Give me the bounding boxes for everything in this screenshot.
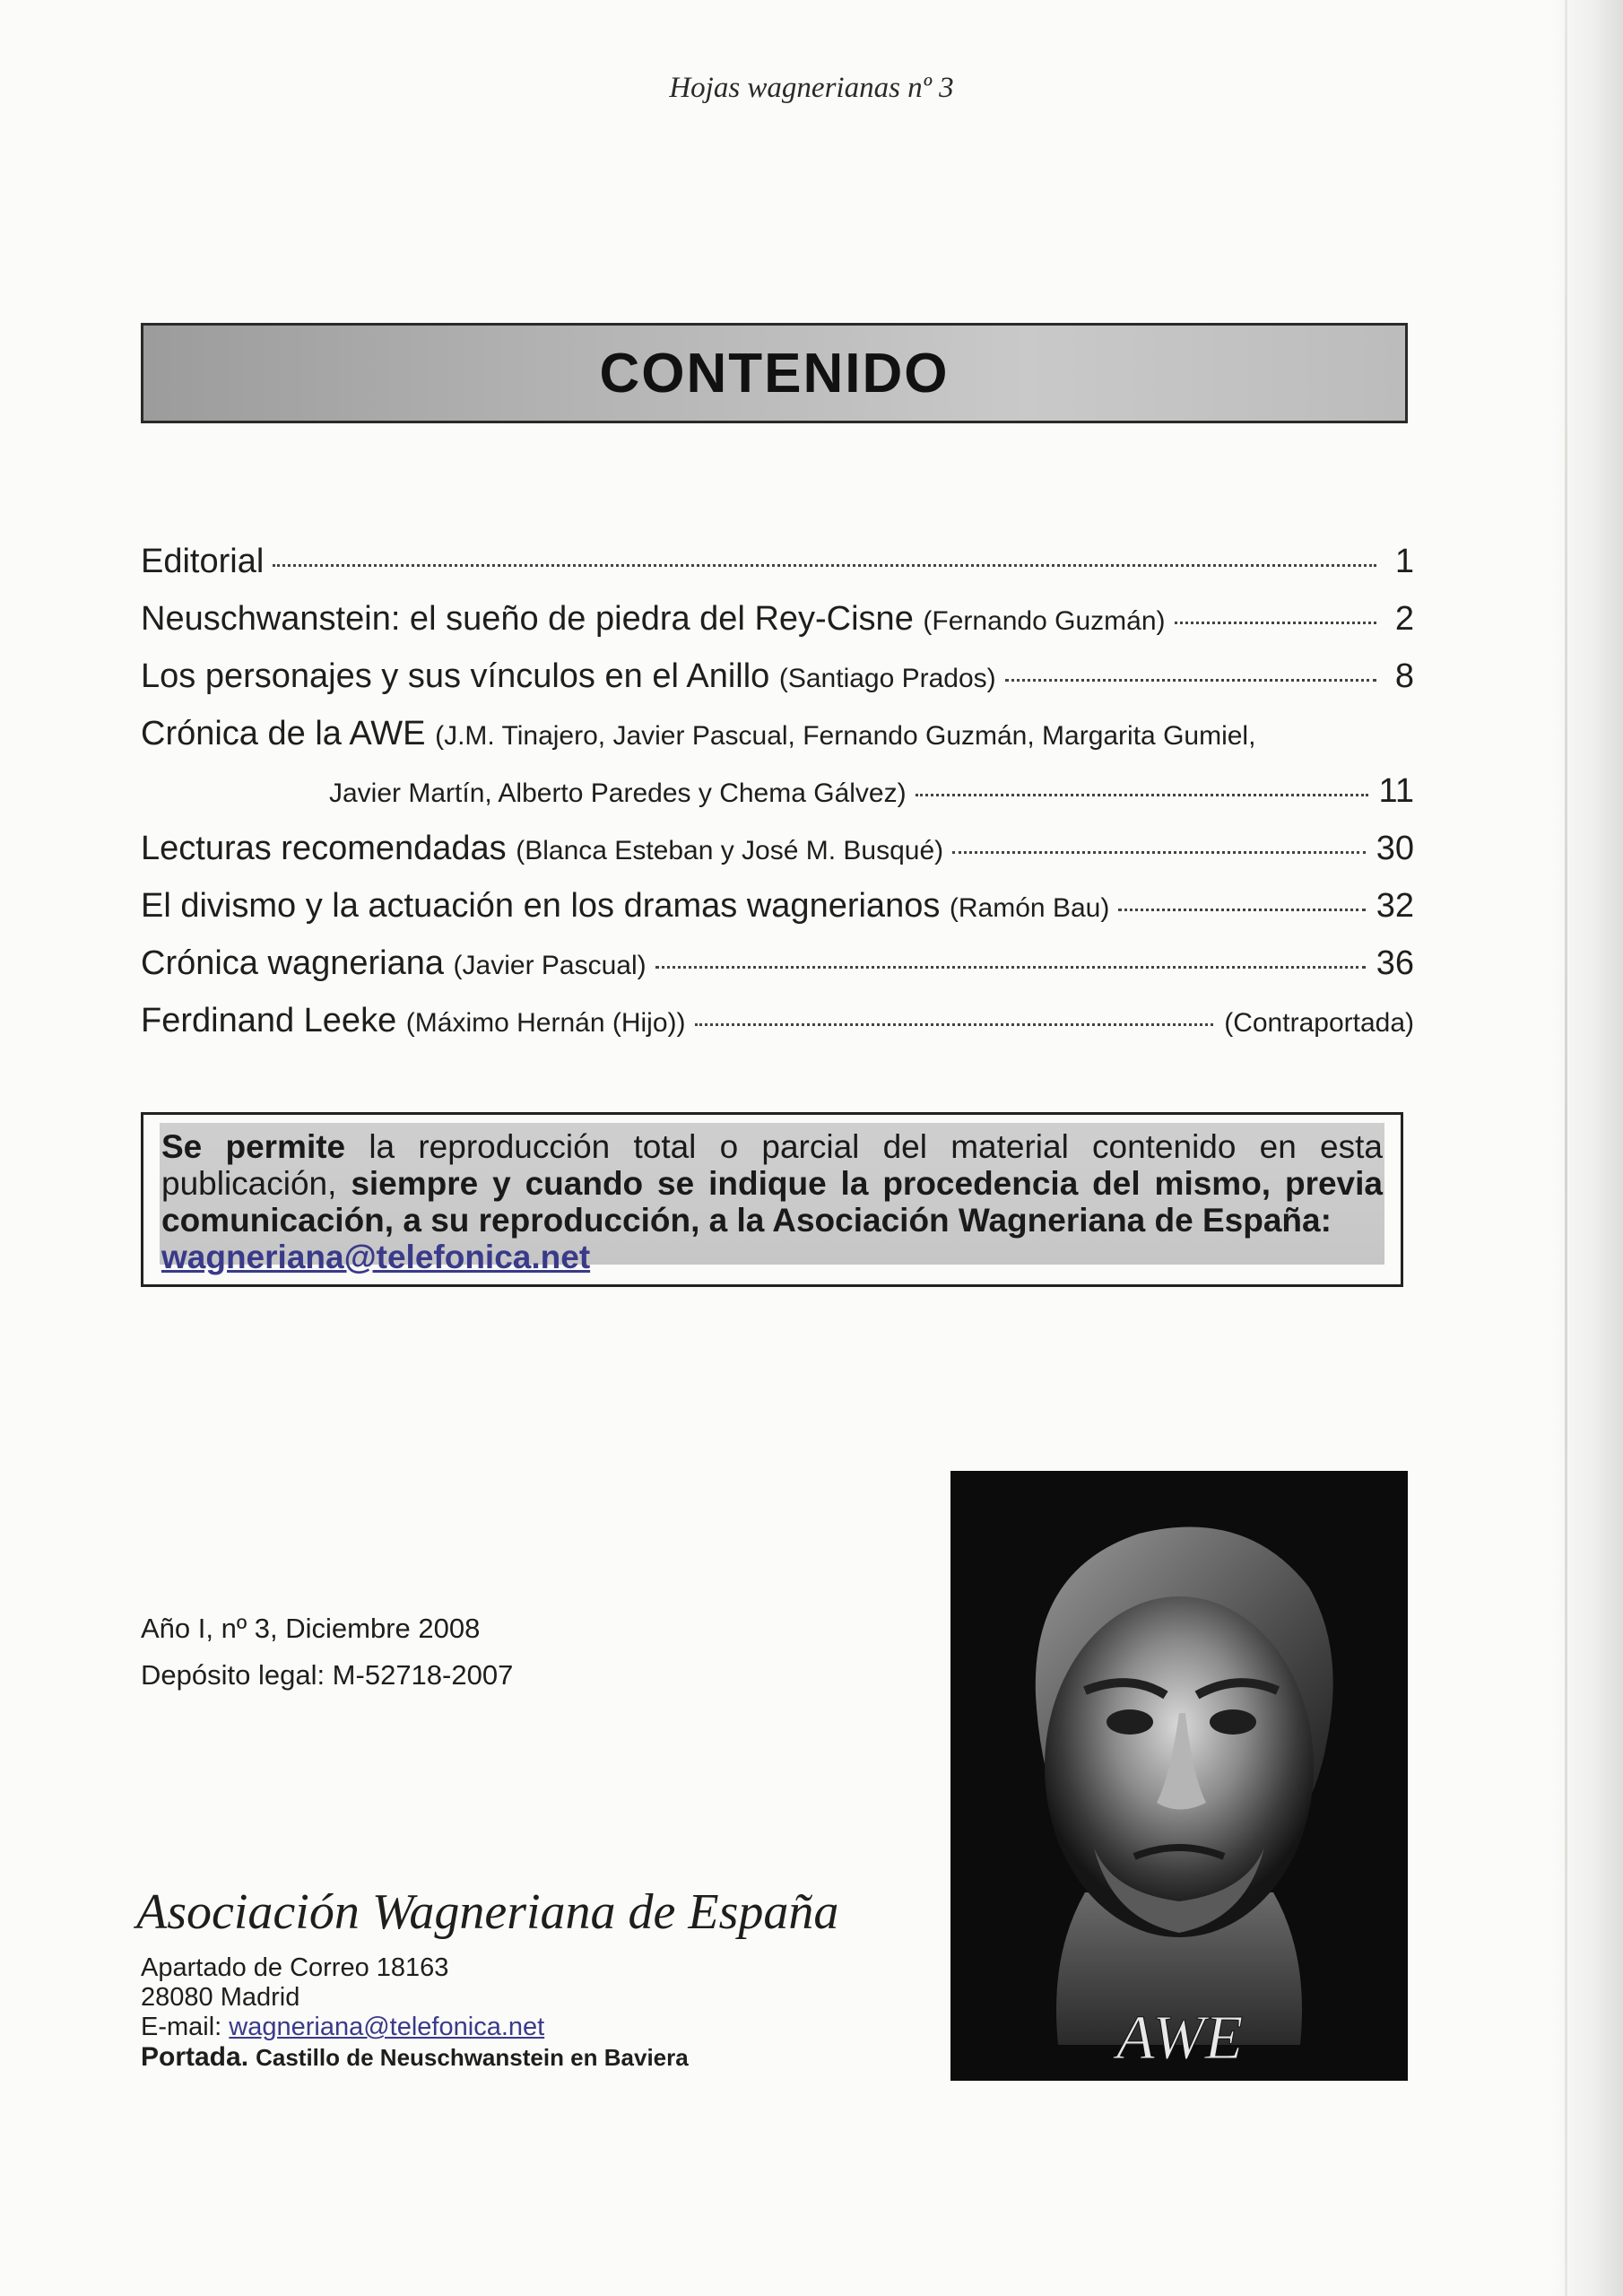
reproduction-notice-text (160, 1128, 1384, 1275)
toc-entry-page: 32 (1376, 887, 1414, 925)
table-of-contents (141, 543, 1414, 1059)
association-name: Asociación Wagneriana de España (136, 1884, 839, 1940)
dot-leader (952, 851, 1366, 854)
toc-entry[interactable] (141, 830, 1414, 887)
toc-entry[interactable] (141, 600, 1414, 657)
dot-leader (1175, 622, 1376, 624)
toc-entry-title: Lecturas recomendadas (141, 830, 507, 867)
dot-leader (655, 966, 1366, 969)
email-line (141, 2013, 689, 2042)
toc-entry[interactable] (141, 944, 1414, 1002)
toc-entry-page: (Contraportada) (1224, 1008, 1414, 1038)
notice-regular: la reproducción total o parcial del material contenido en esta publicación, (161, 1128, 1383, 1202)
contents-heading-box (141, 323, 1408, 423)
toc-entry-author: (Javier Pascual) (453, 951, 647, 980)
toc-entry-author: (Fernando Guzmán) (923, 606, 1166, 636)
legal-deposit: Depósito legal: M-52718-2007 (141, 1659, 514, 1691)
dot-leader (1118, 909, 1365, 911)
toc-entry-page: 11 (1378, 772, 1414, 810)
cover-label: Portada. (141, 2042, 249, 2072)
page-edge-shadow (1551, 0, 1623, 2296)
issue-info (141, 1605, 513, 1699)
postal-city: 28080 Madrid (141, 1983, 300, 2012)
page-edge-line (1565, 0, 1567, 2296)
toc-entry-title: Ferdinand Leeke (141, 1002, 397, 1039)
cover-text: Castillo de Neuschwanstein en Baviera (256, 2044, 689, 2071)
toc-entry-author: (Santiago Prados) (778, 664, 996, 693)
toc-entry[interactable] (141, 1002, 1414, 1059)
toc-entry-page: 30 (1376, 830, 1414, 867)
reproduction-notice-panel (160, 1123, 1384, 1275)
email-label: E-mail: (141, 2013, 230, 2041)
toc-entry[interactable] (141, 543, 1414, 600)
association-address (141, 1953, 689, 2073)
wagner-bust-photo (950, 1471, 1408, 2081)
toc-entry[interactable] (141, 715, 1414, 772)
dot-leader (1005, 679, 1376, 682)
contents-heading: CONTENIDO (599, 342, 950, 404)
toc-entry-title: Crónica wagneriana (141, 944, 444, 982)
email-link[interactable]: wagneriana@telefonica.net (229, 2013, 545, 2041)
toc-entry-page: 8 (1394, 657, 1414, 695)
toc-entry[interactable] (141, 887, 1414, 944)
issue-date: Año I, nº 3, Diciembre 2008 (141, 1613, 481, 1644)
toc-entry-page: 2 (1394, 600, 1414, 638)
bust-eye-right (1210, 1709, 1256, 1735)
po-box: Apartado de Correo 18163 (141, 1953, 449, 1982)
notice-email-link[interactable]: wagneriana@telefonica.net (161, 1239, 591, 1275)
toc-entry[interactable] (141, 657, 1414, 715)
toc-entry-continuation[interactable] (141, 772, 1414, 830)
running-header: Hojas wagnerianas nº 3 (669, 72, 954, 104)
reproduction-notice (141, 1112, 1403, 1287)
toc-entry-page: 36 (1376, 944, 1414, 982)
dot-leader (273, 564, 1376, 567)
toc-entry-title: Los personajes y sus vínculos en el Anillo (141, 657, 770, 695)
toc-entry-title: El divismo y la actuación en los dramas wagnerianos (141, 887, 941, 925)
toc-entry-page: 1 (1394, 543, 1414, 580)
dot-leader (916, 794, 1368, 796)
bust-eye-left (1107, 1709, 1153, 1735)
toc-entry-author: (Blanca Esteban y José M. Busqué) (516, 836, 944, 865)
cover-caption (141, 2042, 689, 2073)
toc-entry-author: (Ramón Bau) (949, 893, 1110, 923)
toc-entry-title: Neuschwanstein: el sueño de piedra del Rey-Cisne (141, 600, 914, 638)
toc-entry-author-continued: Javier Martín, Alberto Paredes y Chema Gálvez) (329, 778, 907, 808)
toc-entry-title: Editorial (141, 543, 265, 580)
notice-bold-end: siempre y cuando se indique la procedencia del mismo, previa comunicación, a su reproducción, a la Asociación Wagneriana de España: (161, 1165, 1383, 1239)
toc-entry-author: (Máximo Hernán (Hijo)) (405, 1008, 686, 1038)
toc-entry-title: Crónica de la AWE (141, 715, 426, 752)
bust-illustration (950, 1471, 1408, 2081)
dot-leader (695, 1023, 1214, 1026)
awe-monogram: AWE (1116, 2004, 1244, 2073)
notice-bold-start: Se permite (161, 1128, 346, 1165)
toc-entry-author: (J.M. Tinajero, Javier Pascual, Fernando Guzmán, Margarita Gumiel, (435, 721, 1256, 751)
